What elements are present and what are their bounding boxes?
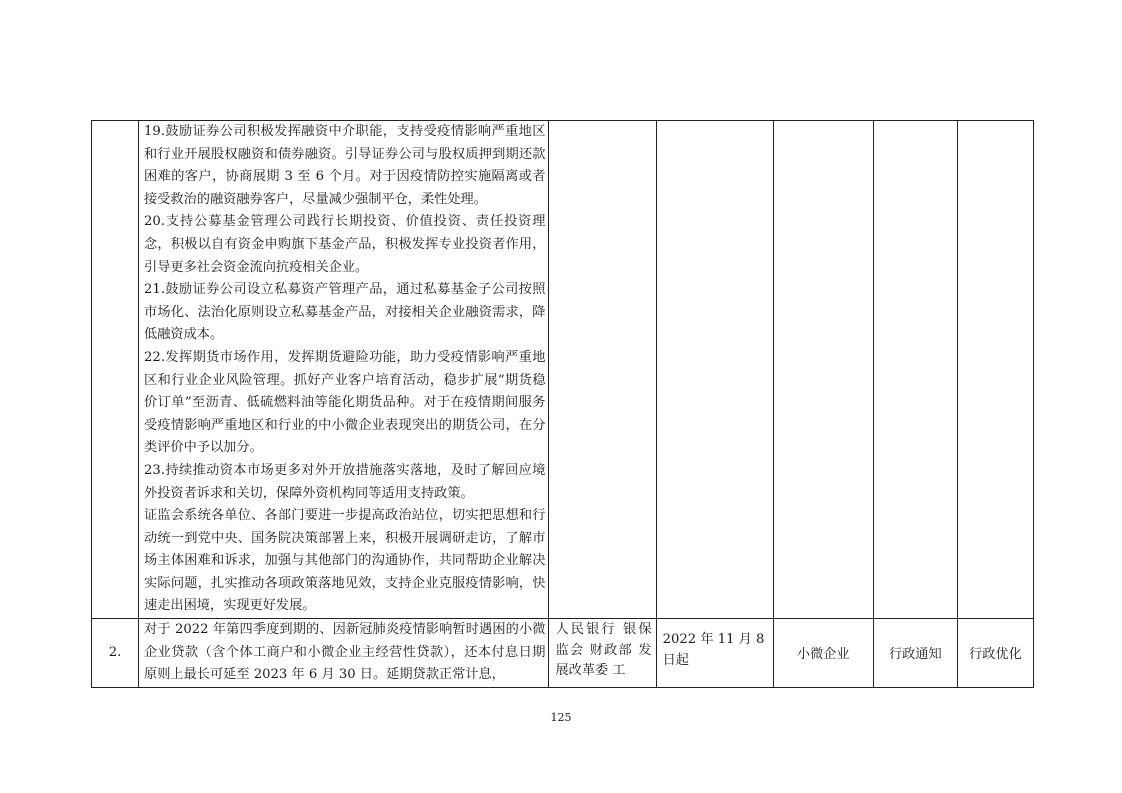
- policy-content-cell: [139, 121, 549, 619]
- department-cell: [549, 121, 656, 619]
- department-cell: [549, 619, 656, 688]
- object-cell: [773, 121, 873, 619]
- date-cell: [656, 619, 773, 688]
- paragraph: 20.支持公募基金管理公司践行长期投资、价值投资、责任投资理念，积极以自有资金申购旗下基金产品，积极发挥专业投资者作用，引导更多社会资金流向抗疫相关企业。: [144, 214, 546, 275]
- row-number: [92, 121, 139, 619]
- policy-table: [91, 120, 1034, 688]
- table-row: [92, 121, 1034, 619]
- type-cell: [873, 121, 957, 619]
- date-text: 2022 年 11 月 8 日起: [662, 632, 765, 669]
- paragraph: 对于 2022 年第四季度到期的、因新冠肺炎疫情影响暂时遇困的小微企业贷款（含个体工商户和小微企业主经营性贷款），还本付息日期原则上最长可延至 2023 年 6 月 30 日。延期贷款正常计息，: [144, 622, 546, 683]
- page-number: 125: [550, 711, 572, 724]
- table-row: [92, 619, 1034, 688]
- row-number: 2.: [92, 619, 139, 688]
- paragraph: 23.持续推动资本市场更多对外开放措施落实落地，及时了解回应境外投资者诉求和关切，保障外资机构同等适用支持政策。: [144, 462, 546, 501]
- paragraph: 证监会系统各单位、各部门要进一步提高政治站位，切实把思想和行动统一到党中央、国务院决策部署上来，积极开展调研走访，了解市场主体困难和诉求，加强与其他部门的沟通协作，共同帮助企业解决实际问题，扎实推动各项政策落地见效，支持企业克服疫情影响，快速走出困境，实现更好发展。: [144, 508, 546, 614]
- type-cell: 行政通知: [873, 619, 957, 688]
- department-text: 人民银行 银保监会 财政部 发展改革委 工: [555, 622, 652, 679]
- date-cell: [656, 121, 773, 619]
- object-cell: 小微企业: [773, 619, 873, 688]
- policy-content-cell: [139, 619, 549, 688]
- mode-cell: [957, 121, 1033, 619]
- mode-cell: 行政优化: [957, 619, 1033, 688]
- paragraph: 19.鼓励证券公司积极发挥融资中介职能，支持受疫情影响严重地区和行业开展股权融资和债券融资。引导证券公司与股权质押到期还款困难的客户，协商展期 3 至 6 个月。对于因疫情防控实施隔离或者接受救治的融资融券客户，尽量减少强制平仓，柔性处理。: [144, 124, 546, 207]
- paragraph: 21.鼓励证券公司设立私募资产管理产品，通过私募基金子公司按照市场化、法治化原则设立私募基金产品，对接相关企业融资需求，降低融资成本。: [144, 282, 546, 343]
- paragraph: 22.发挥期货市场作用，发挥期货避险功能，助力受疫情影响严重地区和行业企业风险管理。抓好产业客户培育活动，稳步扩展“期货稳价订单”至沥青、低硫燃料油等能化期货品种。对于在疫情期间服务受疫情影响严重地区和行业的中小微企业表现突出的期货公司，在分类评价中予以加分。: [144, 349, 546, 456]
